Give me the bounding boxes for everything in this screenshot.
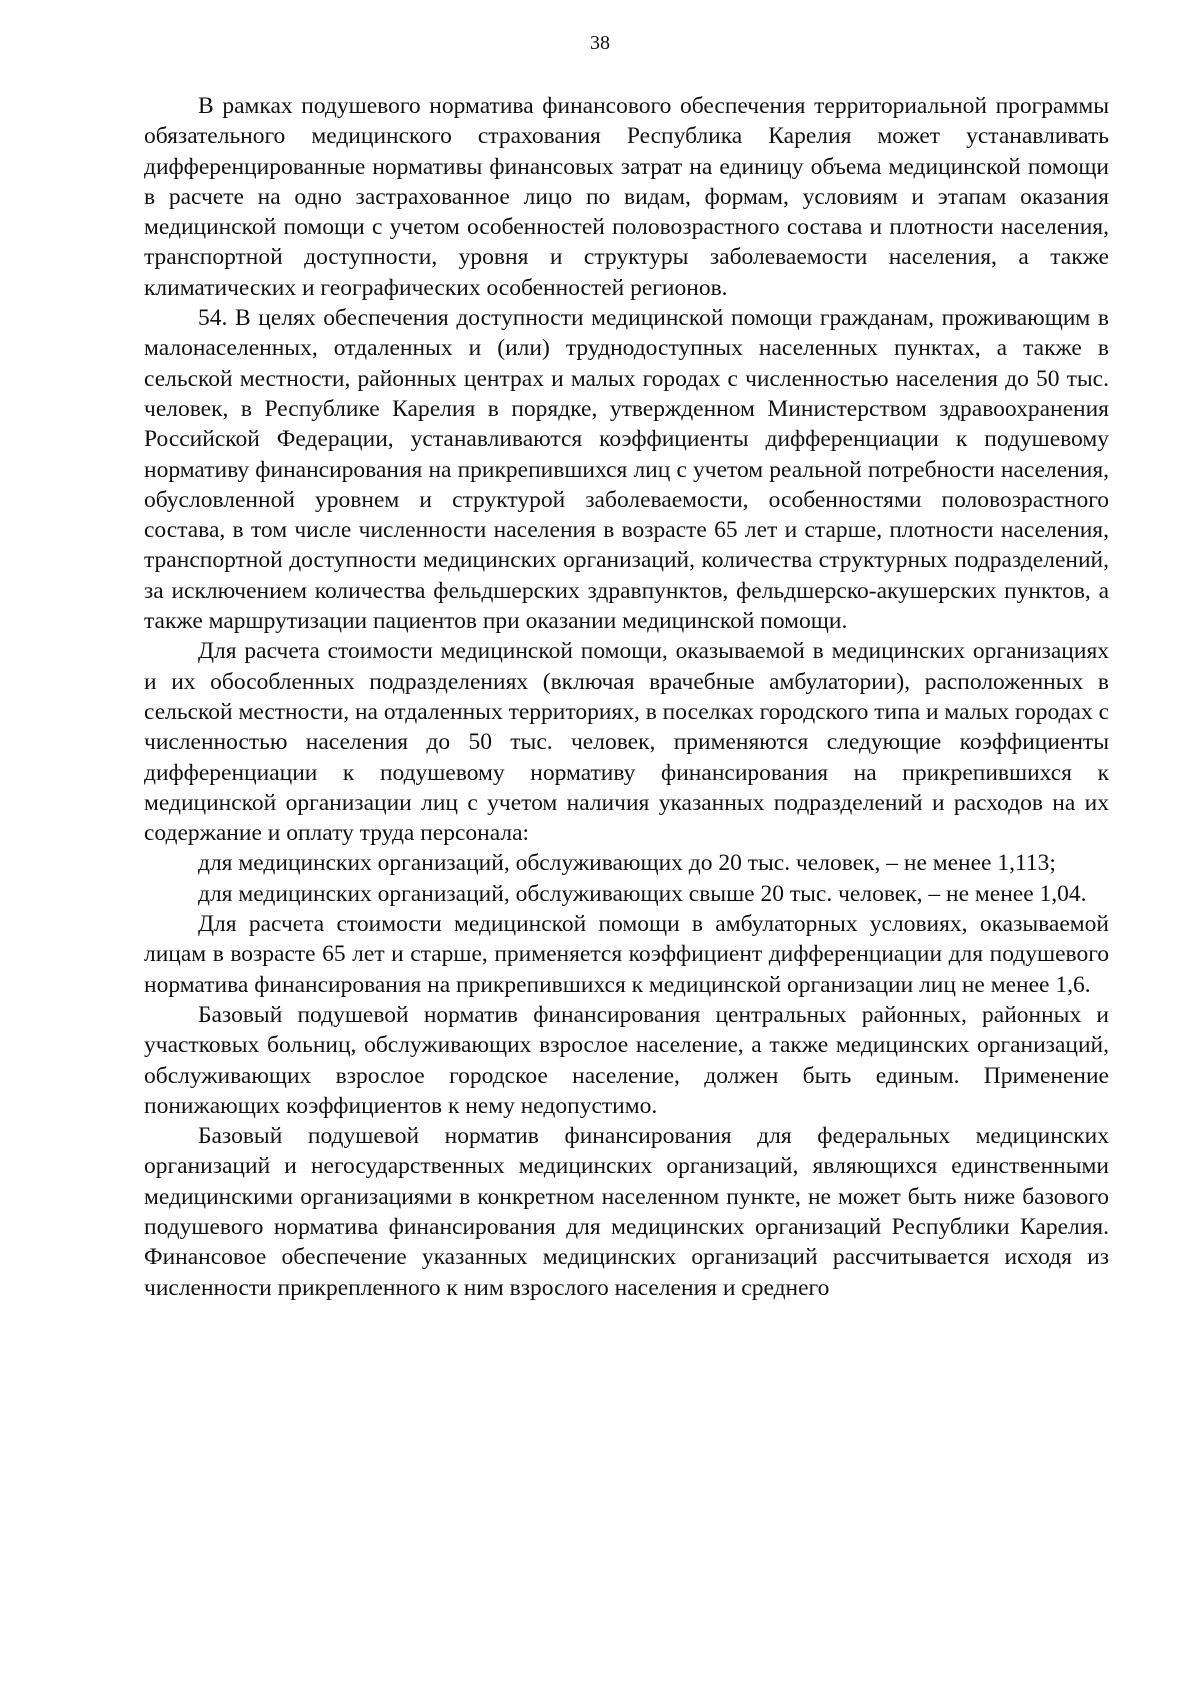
paragraph: Базовый подушевой норматив финансирования для федеральных медицинских организаций и негосударственных медицинских организаций, являющихся единственными медицинскими организациями в конкретном населенном пункте, не может быть ниже базового подушевого норматива финансирования для медицинских организаций Республики Карелия. Финансовое обеспечение указанных медицинских организаций рассчитывается исходя из численности прикрепленного к ним взрослого населения и среднего: [144, 1123, 1109, 1301]
paragraph: для медицинских организаций, обслуживающих до 20 тыс. человек, – не менее 1,113;: [198, 850, 1056, 877]
paragraph: для медицинских организаций, обслуживающих свыше 20 тыс. человек, – не менее 1,04.: [198, 880, 1087, 907]
paragraph: Для расчета стоимости медицинской помощи в амбулаторных условиях, оказываемой лицам в возрасте 65 лет и старше, применяется коэффициент дифференциации для подушевого норматива финансирования на прикрепившихся к медицинской организации лиц не менее 1,6.: [144, 911, 1109, 998]
paragraph: В рамках подушевого норматива финансового обеспечения территориальной программы обязательного медицинского страхования Республика Карелия может устанавливать дифференцированные нормативы финансовых затрат на единицу объема медицинской помощи в расчете на одно застрахованное лицо по видам, формам, условиям и этапам оказания медицинской помощи с учетом особенностей половозрастного состава и плотности населения, транспортной доступности, уровня и структуры заболеваемости населения, а также климатических и географических особенностей регионов.: [144, 93, 1109, 301]
page-number: 38: [590, 32, 610, 54]
paragraph: Для расчета стоимости медицинской помощи, оказываемой в медицинских организациях и их обособленных подразделениях (включая врачебные амбулатории), расположенных в сельской местности, на отдаленных территориях, в поселках городского типа и малых городах с численностью населения до 50 тыс. человек, применяются следующие коэффициенты дифференциации к подушевому нормативу финансирования на прикрепившихся к медицинской организации лиц с учетом наличия указанных подразделений и расходов на их содержание и оплату труда персонала:: [144, 638, 1109, 847]
paragraph: 54. В целях обеспечения доступности медицинской помощи гражданам, проживающим в малонаселенных, отдаленных и (или) труднодоступных населенных пунктах, а также в сельской местности, районных центрах и малых городах с численностью населения до 50 тыс. человек, в Республике Карелия в порядке, утвержденном Министерством здравоохранения Российской Федерации, устанавливаются коэффициенты дифференциации к подушевому нормативу финансирования на прикрепившихся лиц с учетом реальной потребности населения, обусловленной уровнем и структурой заболеваемости, особенностями половозрастного состава, в том числе численности населения в возрасте 65 лет и старше, плотности населения, транспортной доступности медицинских организаций, количества структурных подразделений, за исключением количества фельдшерских здравпунктов, фельдшерско-акушерских пунктов, а также маршрутизации пациентов при оказании медицинской помощи.: [144, 305, 1109, 635]
paragraph: Базовый подушевой норматив финансирования центральных районных, районных и участковых больниц, обслуживающих взрослое население, а также медицинских организаций, обслуживающих взрослое городское население, должен быть единым. Применение понижающих коэффициентов к нему недопустимо.: [144, 1001, 1109, 1119]
document-body: [144, 91, 1109, 1303]
